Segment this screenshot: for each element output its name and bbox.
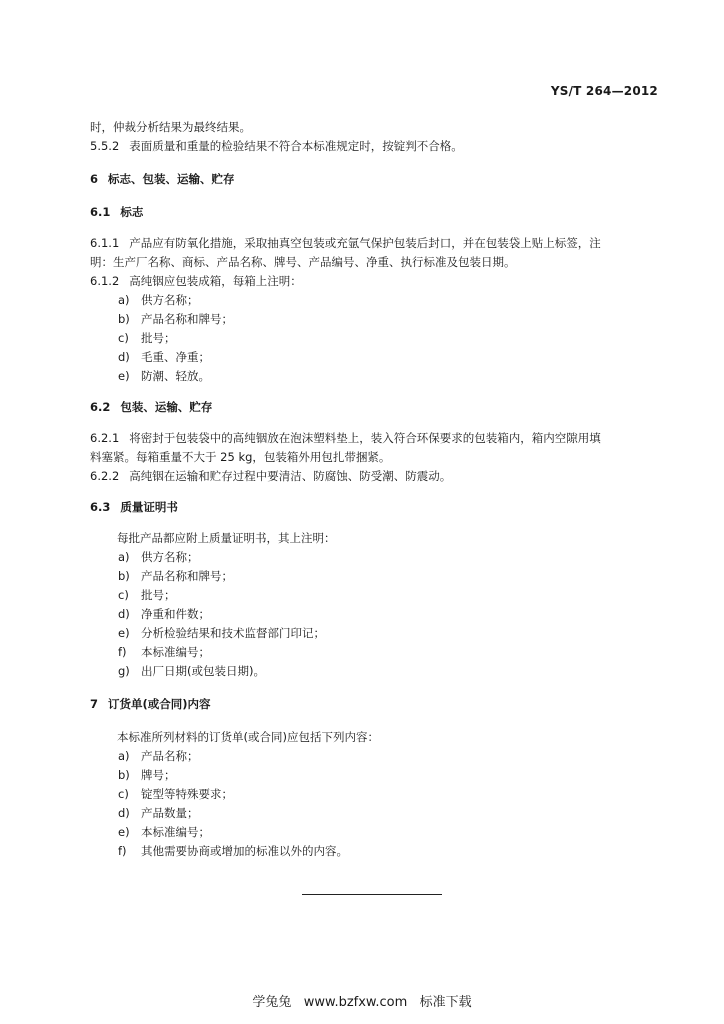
list-marker: c) — [118, 787, 129, 801]
clause-5-5-2 — [90, 137, 670, 156]
clause-number: 6.1.2 — [90, 274, 120, 288]
document-body — [90, 118, 670, 861]
section-number: 6.1 — [90, 205, 111, 219]
section-title: 包装、运输、贮存 — [120, 400, 213, 414]
list-marker: b) — [118, 569, 130, 583]
clause-6-2-2 — [90, 467, 670, 486]
section-title: 标志、包装、运输、贮存 — [108, 172, 235, 186]
section-6-heading — [90, 170, 670, 189]
list-text: 净重和件数； — [141, 607, 210, 621]
list-text: 批号； — [141, 588, 176, 602]
list-text: 其他需要协商或增加的标准以外的内容。 — [141, 844, 348, 858]
list-item — [90, 785, 670, 804]
list-marker: f) — [118, 645, 127, 659]
clause-number: 6.2.2 — [90, 469, 120, 483]
clause-6-2-1 — [90, 429, 670, 448]
list-marker: c) — [118, 588, 129, 602]
list-item — [90, 605, 670, 624]
list-item — [90, 842, 670, 861]
list-text: 产品数量； — [141, 806, 199, 820]
list-marker: a) — [118, 550, 130, 564]
list-text: 锭型等特殊要求； — [141, 787, 233, 801]
section-6-3-heading — [90, 498, 670, 517]
list-item — [90, 567, 670, 586]
end-rule — [302, 894, 442, 895]
section-title: 订货单(或合同)内容 — [108, 697, 211, 711]
list-marker: d) — [118, 806, 130, 820]
section-title: 质量证明书 — [120, 500, 178, 514]
list-marker: b) — [118, 312, 130, 326]
section-7-heading — [90, 695, 670, 714]
list-item — [90, 310, 670, 329]
list-item — [90, 586, 670, 605]
list-marker: d) — [118, 607, 130, 621]
list-marker: f) — [118, 844, 127, 858]
list-item — [90, 643, 670, 662]
list-marker: e) — [118, 369, 130, 383]
list-marker: c) — [118, 331, 129, 345]
list-text: 批号； — [141, 331, 176, 345]
list-marker: g) — [118, 664, 130, 678]
list-marker: b) — [118, 768, 130, 782]
list-text: 供方名称； — [141, 550, 199, 564]
list-item — [90, 823, 670, 842]
list-item — [90, 747, 670, 766]
list-item — [90, 329, 670, 348]
list-item — [90, 291, 670, 310]
section-7-intro: 本标准所列材料的订货单(或合同)应包括下列内容： — [117, 730, 379, 744]
list-marker: e) — [118, 825, 130, 839]
section-number: 6.2 — [90, 400, 111, 414]
clause-6-1-1-continued: 明：生产厂名称、商标、产品名称、牌号、产品编号、净重、执行标准及包装日期。 — [90, 255, 516, 269]
list-text: 牌号； — [141, 768, 176, 782]
list-text: 供方名称； — [141, 293, 199, 307]
list-text: 出厂日期(或包装日期)。 — [141, 664, 265, 678]
clause-number: 6.1.1 — [90, 236, 120, 250]
section-number: 6 — [90, 172, 99, 186]
section-6-2-heading — [90, 398, 670, 417]
list-text: 产品名称和牌号； — [141, 312, 233, 326]
clause-number: 6.2.1 — [90, 431, 120, 445]
list-marker: a) — [118, 293, 130, 307]
list-item — [90, 804, 670, 823]
list-text: 毛重、净重； — [141, 350, 210, 364]
list-item — [90, 367, 670, 386]
list-text: 产品名称； — [141, 749, 199, 763]
standard-code: YS/T 264—2012 — [550, 84, 658, 98]
list-marker: e) — [118, 626, 130, 640]
clause-text: 表面质量和重量的检验结果不符合本标准规定时，按锭判不合格。 — [129, 139, 463, 153]
clause-text: 高纯铟在运输和贮存过程中要清洁、防腐蚀、防受潮、防震动。 — [129, 469, 452, 483]
paragraph-continuation: 时，仲裁分析结果为最终结果。 — [90, 120, 251, 134]
clause-number: 5.5.2 — [90, 139, 120, 153]
footer-watermark: 学兔兔 www.bzfxw.com 标准下载 — [252, 995, 472, 1010]
section-title: 标志 — [120, 205, 144, 219]
list-item — [90, 348, 670, 367]
list-text: 产品名称和牌号； — [141, 569, 233, 583]
section-number: 7 — [90, 697, 99, 711]
list-item — [90, 548, 670, 567]
clause-6-1-2 — [90, 272, 670, 291]
clause-text-line-1: 产品应有防氧化措施，采取抽真空包装或充氩气保护包装后封口，并在包装袋上贴上标签，注 — [129, 236, 601, 250]
list-item — [90, 766, 670, 785]
clause-6-3-intro: 每批产品都应附上质量证明书，其上注明： — [117, 531, 336, 545]
list-marker: a) — [118, 749, 130, 763]
list-item — [90, 662, 670, 681]
section-number: 6.3 — [90, 500, 111, 514]
list-text: 分析检验结果和技术监督部门印记； — [141, 626, 325, 640]
list-item — [90, 624, 670, 643]
list-marker: d) — [118, 350, 130, 364]
clause-6-1-1 — [90, 234, 670, 253]
clause-text: 高纯铟应包装成箱，每箱上注明： — [129, 274, 302, 288]
list-text: 本标准编号； — [141, 825, 210, 839]
clause-text-line-1: 将密封于包装袋中的高纯铟放在泡沫塑料垫上，装入符合环保要求的包装箱内，箱内空隙用填 — [129, 431, 601, 445]
list-text: 防潮、轻放。 — [141, 369, 210, 383]
section-6-1-heading — [90, 203, 670, 222]
clause-6-2-1-continued: 料塞紧。每箱重量不大于 25 kg，包装箱外用包扎带捆紧。 — [90, 450, 391, 464]
list-text: 本标准编号； — [141, 645, 210, 659]
